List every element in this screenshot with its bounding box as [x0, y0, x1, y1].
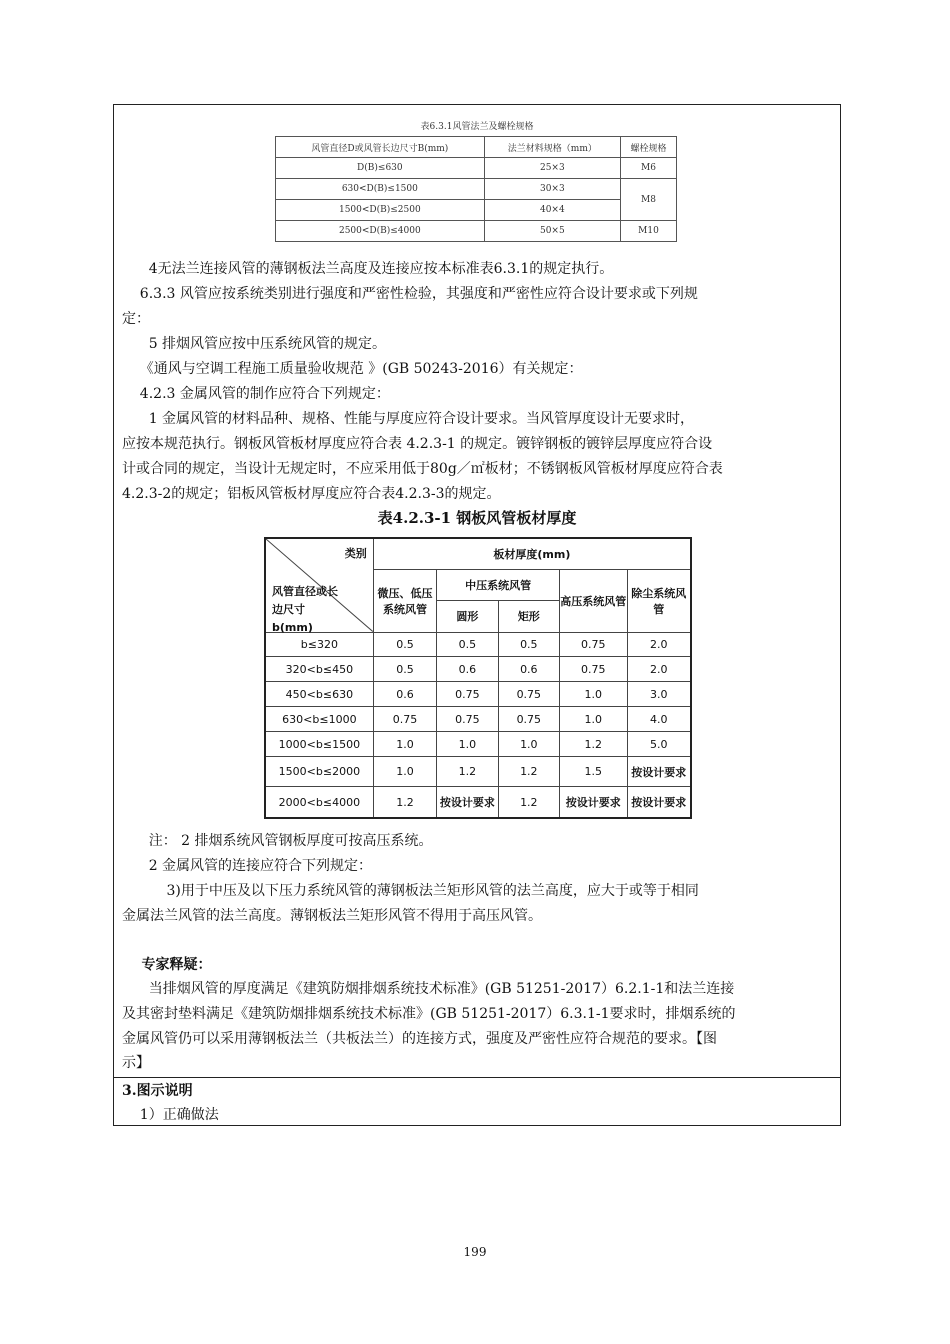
cell-high: 1.0 [560, 707, 627, 732]
expert-label: 专家释疑： [122, 957, 212, 973]
cell-rect: 1.2 [498, 757, 559, 787]
cell-high: 1.5 [560, 757, 627, 787]
paragraph: 计或合同的规定，当设计无规定时，不应采用低于80g／㎡板材；不锈钢板风管板材厚度应符合表 [122, 461, 723, 477]
corner-cell [265, 538, 373, 632]
header-bolt: 螺栓规格 [620, 137, 676, 158]
cell-dust: 5.0 [627, 732, 691, 757]
cell-high: 0.75 [560, 657, 627, 682]
paragraph: 定： [122, 311, 150, 327]
col-dust: 除尘系统风管 [627, 569, 691, 632]
table-row [265, 682, 691, 707]
table-row [265, 657, 691, 682]
paragraph: 4.2.3-2的规定；铝板风管板材厚度应符合表4.2.3-3的规定。 [122, 486, 501, 502]
paragraph: 5 排烟风管应按中压系统风管的规定。 [122, 336, 387, 352]
paragraph: 2 金属风管的连接应符合下列规定： [122, 858, 373, 874]
cell-size: 2000<b≤4000 [265, 787, 373, 818]
table-header-row [276, 137, 677, 158]
col-low: 微压、低压系统风管 [373, 569, 436, 632]
paragraph: 4无法兰连接风管的薄钢板法兰高度及连接应按本标准表6.3.1的规定执行。 [122, 261, 614, 277]
cell-rect: 1.2 [498, 787, 559, 818]
paragraph: 3)用于中压及以下压力系统风管的薄钢板法兰矩形风管的法兰高度，应大于或等于相同 [122, 883, 699, 899]
cell-high: 1.0 [560, 682, 627, 707]
cell-round: 1.0 [437, 732, 498, 757]
cell-low: 1.0 [373, 732, 436, 757]
cell-size: 1500<b≤2000 [265, 757, 373, 787]
table-row [265, 707, 691, 732]
cell-size: 630<D(B)≤1500 [276, 179, 485, 200]
cell-bolt: M8 [620, 179, 676, 221]
table-row [276, 221, 677, 242]
table-row [265, 787, 691, 818]
cell-dust: 2.0 [627, 632, 691, 657]
cell-rect: 1.0 [498, 732, 559, 757]
table-row [276, 179, 677, 200]
cell-size: 1500<D(B)≤2500 [276, 200, 485, 221]
section-divider [114, 1077, 840, 1078]
note: 注： 2 排烟系统风管钢板厚度可按高压系统。 [122, 833, 433, 849]
cell-low: 0.5 [373, 657, 436, 682]
table-header-row [265, 538, 691, 569]
cell-round: 0.6 [437, 657, 498, 682]
cell-size: 450<b≤630 [265, 682, 373, 707]
paragraph: 当排烟风管的厚度满足《建筑防烟排烟系统技术标准》(GB 51251-2017）6.2.1-1和法兰连接 [122, 981, 735, 997]
cell-round: 0.75 [437, 682, 498, 707]
cell-round: 0.75 [437, 707, 498, 732]
cell-low: 0.5 [373, 632, 436, 657]
paragraph: 及其密封垫料满足《建筑防烟排烟系统技术标准》(GB 51251-2017）6.3.1-1要求时，排烟系统的 [122, 1006, 736, 1022]
cell-rect: 0.75 [498, 707, 559, 732]
list-item: 1）正确做法 [122, 1107, 219, 1123]
cell-dust: 按设计要求 [627, 787, 691, 818]
paragraph: 4.2.3 金属风管的制作应符合下列规定： [122, 386, 390, 402]
document-frame [113, 104, 841, 1126]
cell-high: 0.75 [560, 632, 627, 657]
paragraph: 《通风与空调工程施工质量验收规范 》(GB 50243-2016）有关规定： [122, 361, 583, 377]
header-flange: 法兰材料规格（mm） [484, 137, 620, 158]
cell-size: b≤320 [265, 632, 373, 657]
cell-size: D(B)≤630 [276, 158, 485, 179]
steel-thickness-table [264, 537, 692, 819]
corner-size: 风管直径或长边尺寸b(mm) [272, 585, 338, 634]
cell-size: 630<b≤1000 [265, 707, 373, 732]
corner-category: 类别 [344, 547, 367, 560]
header-size: 风管直径D或风管长边尺寸B(mm) [276, 137, 485, 158]
table-row [265, 732, 691, 757]
cell-round: 按设计要求 [437, 787, 498, 818]
paragraph: 金属风管仍可以采用薄钢板法兰（共板法兰）的连接方式，强度及严密性应符合规范的要求。【图 [122, 1031, 717, 1047]
cell-bolt: M6 [620, 158, 676, 179]
paragraph: 6.3.3 风管应按系统类别进行强度和严密性检验，其强度和严密性应符合设计要求或下列规 [122, 286, 698, 302]
table2-title: 表4.2.3-1 钢板风管板材厚度 [377, 509, 577, 527]
cell-dust: 按设计要求 [627, 757, 691, 787]
cell-round: 1.2 [437, 757, 498, 787]
cell-low: 0.75 [373, 707, 436, 732]
cell-dust: 2.0 [627, 657, 691, 682]
cell-size: 320<b≤450 [265, 657, 373, 682]
table-row [276, 158, 677, 179]
cell-low: 1.2 [373, 787, 436, 818]
cell-size: 2500<D(B)≤4000 [276, 221, 485, 242]
cell-rect: 0.5 [498, 632, 559, 657]
table1-title: 表6.3.1风管法兰及螺栓规格 [420, 122, 534, 132]
cell-low: 1.0 [373, 757, 436, 787]
paragraph: 1 金属风管的材料品种、规格、性能与厚度应符合设计要求。当风管厚度设计无要求时， [122, 411, 695, 427]
page-number: 199 [463, 1245, 487, 1259]
table-row [276, 200, 677, 221]
cell-flange: 30×3 [484, 179, 620, 200]
table-row [265, 757, 691, 787]
col-medium: 中压系统风管 [437, 569, 560, 600]
cell-flange: 40×4 [484, 200, 620, 221]
cell-size: 1000<b≤1500 [265, 732, 373, 757]
cell-bolt: M10 [620, 221, 676, 242]
paragraph: 示】 [122, 1055, 150, 1071]
cell-round: 0.5 [437, 632, 498, 657]
paragraph: 应按本规范执行。钢板风管板材厚度应符合表 4.2.3-1 的规定。镀锌钢板的镀锌层厚度应符合设 [122, 436, 713, 452]
cell-high: 按设计要求 [560, 787, 627, 818]
flange-spec-table [275, 136, 677, 242]
group-header: 板材厚度(mm) [373, 538, 691, 569]
cell-dust: 4.0 [627, 707, 691, 732]
cell-dust: 3.0 [627, 682, 691, 707]
col-rect: 矩形 [498, 600, 559, 632]
col-round: 圆形 [437, 600, 498, 632]
cell-rect: 0.6 [498, 657, 559, 682]
cell-rect: 0.75 [498, 682, 559, 707]
section-heading: 3.图示说明 [122, 1083, 193, 1099]
col-high: 高压系统风管 [560, 569, 627, 632]
cell-low: 0.6 [373, 682, 436, 707]
cell-flange: 25×3 [484, 158, 620, 179]
cell-flange: 50×5 [484, 221, 620, 242]
paragraph: 金属法兰风管的法兰高度。薄钢板法兰矩形风管不得用于高压风管。 [122, 908, 542, 924]
cell-high: 1.2 [560, 732, 627, 757]
